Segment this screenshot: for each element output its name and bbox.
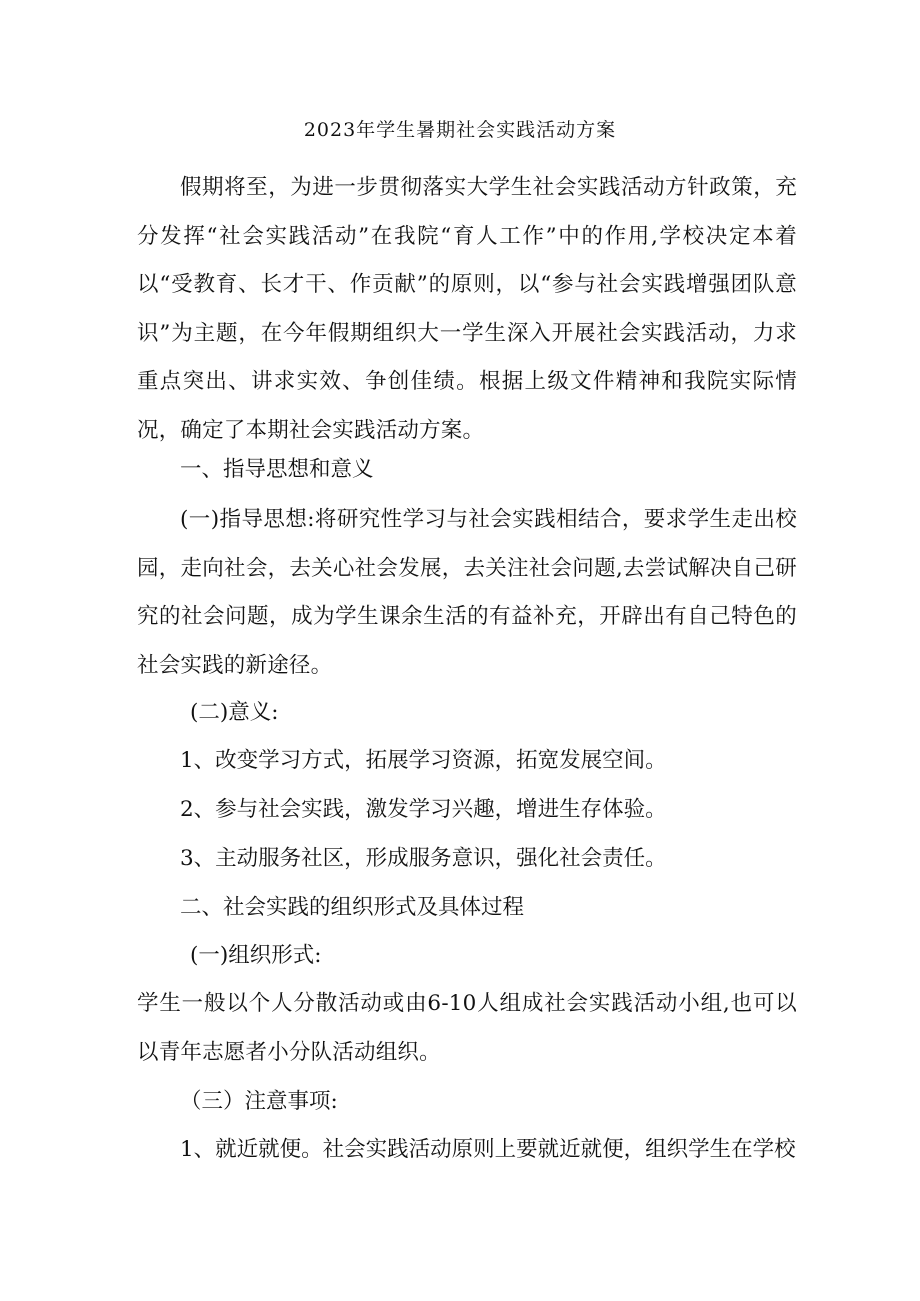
- intro-paragraph: 假期将至，为进一步贯彻落实大学生社会实践活动方针政策，充分发挥“社会实践活动”在我院“育人工作”中的作用,学校决定本着以“受教育、长才干、作贡献”的原则，以“参与社会实践增强团队意识”为主题，在今年假期组织大一学生深入开展社会实践活动，力求重点突出、讲求实效、争创佳绩。根据上级文件精神和我院实际情况，确定了本期社会实践活动方案。: [137, 175, 797, 443]
- document-title: 2023年学生暑期社会实践活动方案: [303, 119, 617, 141]
- significance-item-3: 3、主动服务社区，形成服务意识，强化社会责任。: [180, 846, 667, 871]
- guiding-thought-paragraph: (一)指导思想:将研究性学习与社会实践相结合，要求学生走出校园，走向社会，去关心社会发展，去关注社会问题,去尝试解决自己研究的社会问题，成为学生课余生活的有益补充，开辟出有自己特色的社会实践的新途径。: [137, 507, 797, 678]
- significance-item-1: 1、改变学习方式，拓展学习资源，拓宽发展空间。: [180, 748, 667, 773]
- org-form-heading: (一)组织形式:: [190, 943, 322, 968]
- significance-heading: (二)意义:: [190, 700, 279, 725]
- section-1-heading: 一、指导思想和意义: [180, 457, 374, 482]
- significance-item-2: 2、参与社会实践，激发学习兴趣，增进生存体验。: [180, 797, 667, 822]
- note-1: 1、就近就便。社会实践活动原则上要就近就便，组织学生在学校: [180, 1137, 796, 1162]
- org-form-paragraph: 学生一般以个人分散活动或由6-10人组成社会实践活动小组,也可以以青年志愿者小分队活动组织。: [137, 991, 797, 1065]
- section-2-heading: 二、社会实践的组织形式及具体过程: [180, 895, 525, 920]
- notes-heading: （三）注意事项:: [180, 1089, 338, 1114]
